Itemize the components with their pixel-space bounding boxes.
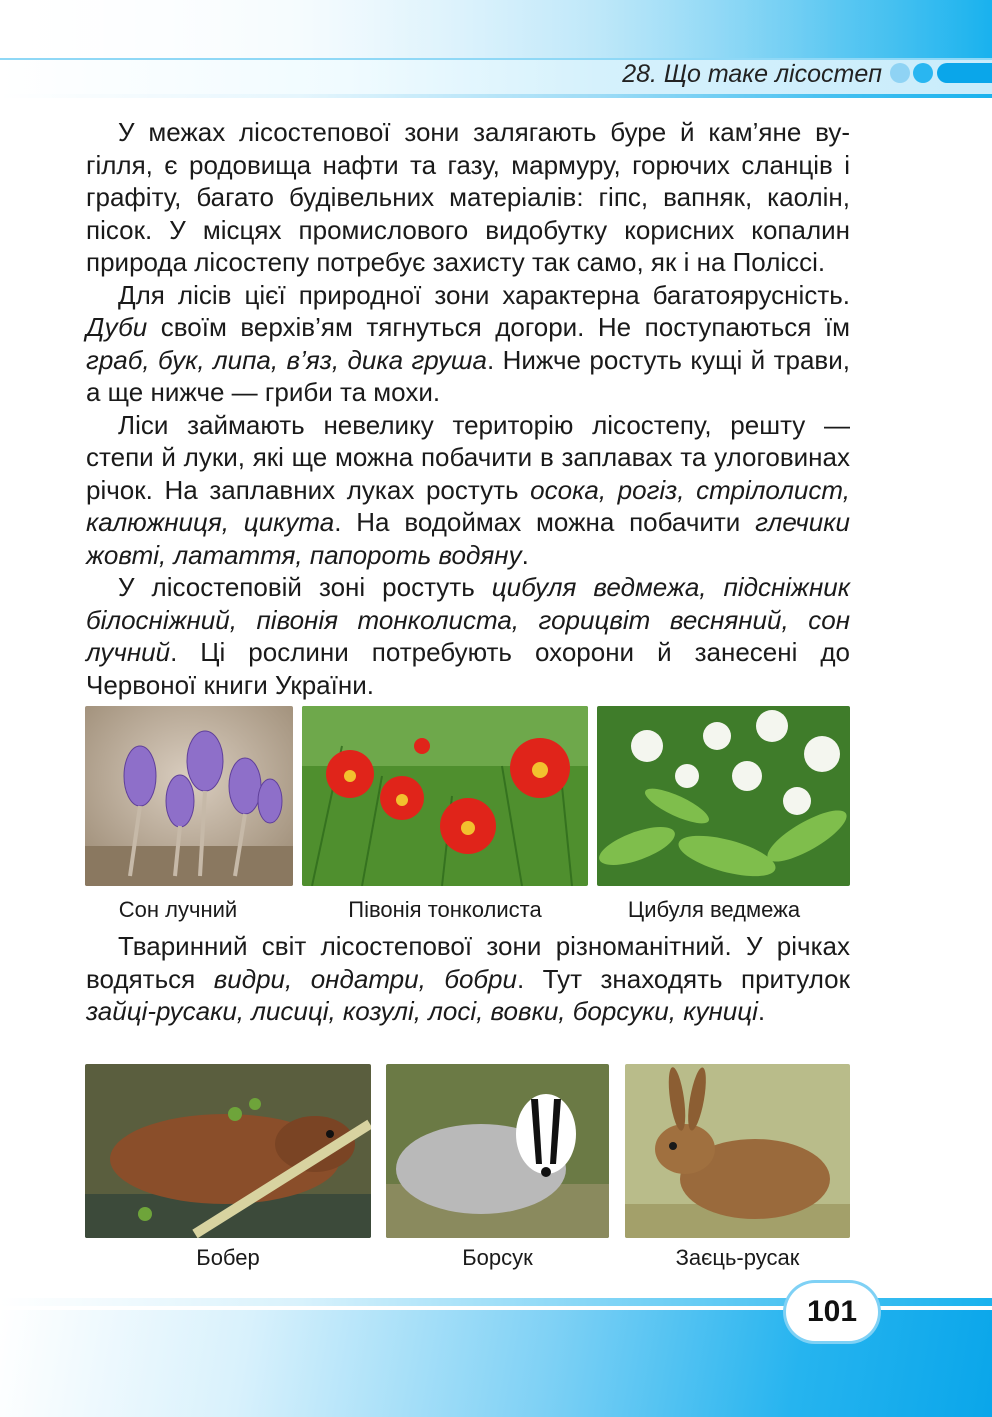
caption-animal: Борсук [462,1245,533,1270]
text-run: . Нижче ростуть кущі й трави, а ще нижче — гриби та мохи. [86,344,850,407]
photo-pasqueflower [85,706,293,886]
paragraph [86,571,850,701]
header-dot-icon [913,63,933,83]
italic-term: глечики жовті, латаття, папороть водяну [86,507,850,570]
text-run: . На водоймах можна побачити [334,507,756,537]
text-run: Для лісів цієї природної зони характерна багатоярусність. [118,279,850,310]
paragraph [86,279,850,409]
text-run: . [757,996,766,1026]
caption-plant: Сон лучний [118,897,238,922]
text-run: У лісостеповій зоні ростуть [118,572,492,602]
text-block-plants [86,116,850,701]
header-tab-decoration [937,63,992,83]
text-run: . Ці рослини потребують охорони й занесені до Червоної книги України. [86,637,850,700]
paragraph [86,116,850,279]
italic-term: видри, ондатри, бобри [213,963,517,994]
photo-hare [625,1064,850,1238]
paragraph [86,409,850,572]
photo-beaver [85,1064,371,1238]
italic-term: зайці-русаки, лисиці, козулі, лосі, вовки, борсуки, куниці [86,996,758,1026]
photo-wild-garlic [597,706,850,886]
caption-plant: Цибуля ведмежа [627,897,801,922]
header-gloss [0,0,992,58]
caption-animal: Бобер [196,1245,260,1270]
italic-term: цибуля ведмежа, підсніжник білосніжний, півонія тонколиста, горицвіт весняний, сон лучний [86,572,850,667]
caption-animal: Заєць-русак [675,1245,800,1270]
italic-term: граб, бук, липа, в’яз, дика груша [86,344,487,375]
page-number: 101 [786,1283,878,1341]
text-run: Ліси займають невелику територію лісостепу, решту — степи й луки, які ще можна побачити в заплавах та улоговинах річок. На заплавних луках ростуть [86,409,850,505]
italic-term: осока, рогіз, стрілолист, калюжниця, цикута [86,474,850,537]
text-run: . Тут знаходять притулок [516,963,850,994]
paragraph [86,930,850,1028]
caption-plant: Півонія тонколиста [348,897,542,922]
italic-term: Дуби [86,312,148,342]
text-run: У межах лісостепової зони залягають буре й кам’яне вугілля, є родовища нафти та газу, мармуру, горючих сланців і графіту, багато будівельних матеріалів: гіпс, вапняк, каолін, пісок. У місцях промислового видобутку корисних копалин природа лісостепу потребує захисту так само, як і на Поліссі. [86,117,850,277]
header-dot-icon [890,63,910,83]
photo-peony [302,706,588,886]
text-run: . [521,539,529,570]
photo-badger [386,1064,609,1238]
lesson-title: 28. Що таке лісостеп [622,60,882,88]
text-run: своїм верхів’ям тягнуться догори. Не поступаються їм [147,312,850,342]
text-block-animals [86,930,850,1028]
text-run: Тваринний світ лісостепової зони різноманітний. У річках водяться [86,931,850,994]
